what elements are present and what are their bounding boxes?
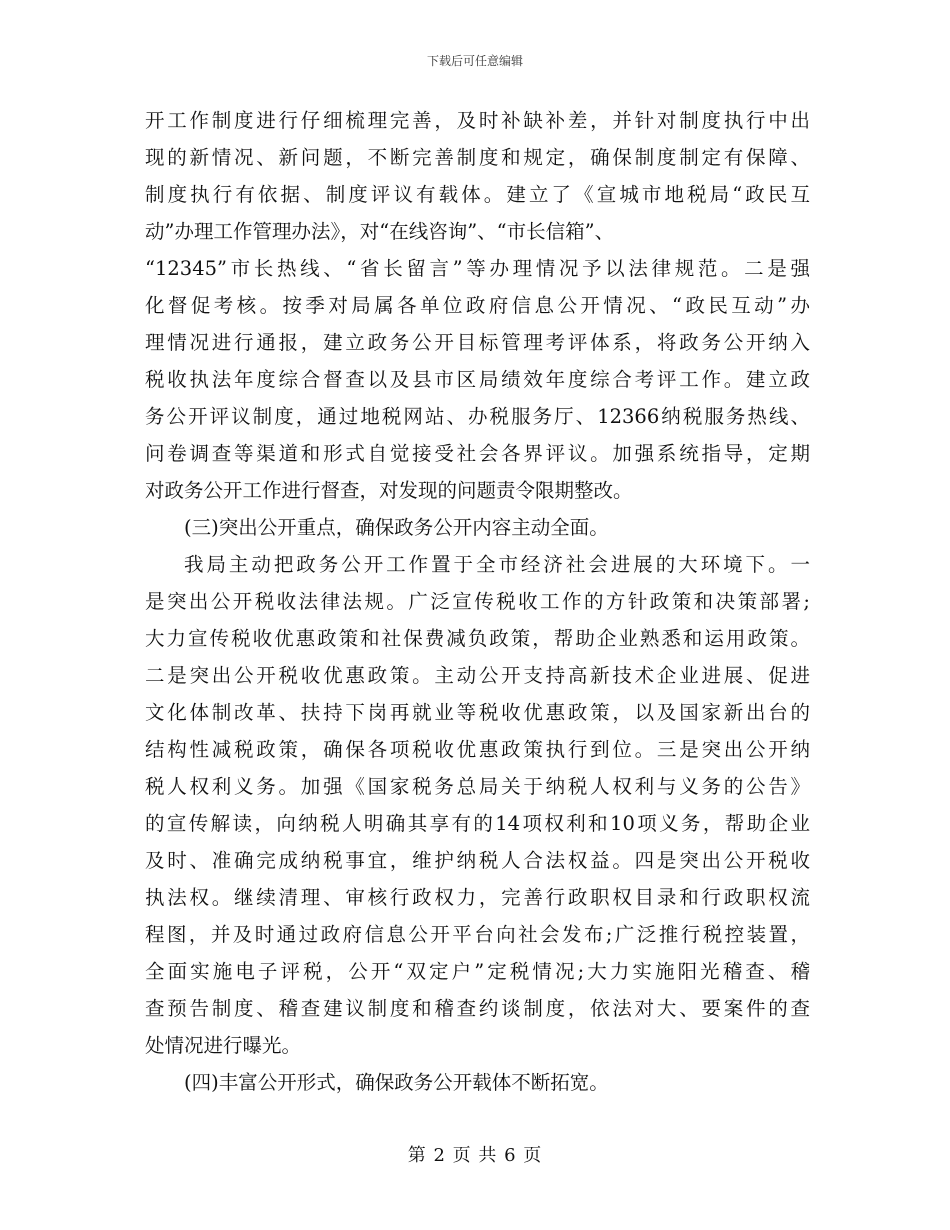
body-line: 理情况进行通报，建立政务公开目标管理考评体系，将政务公开纳入 (145, 331, 810, 354)
body-line: 大力宣传税收优惠政策和社保费减负政策，帮助企业熟悉和运用政策。 (145, 627, 810, 650)
body-line: 问卷调查等渠道和形式自觉接受社会各界评议。加强系统指导，定期 (145, 442, 810, 465)
body-line: 文化体制改革、扶持下岗再就业等税收优惠政策，以及国家新出台的 (145, 701, 810, 724)
body-line: 查预告制度、稽查建议制度和稽查约谈制度，依法对大、要案件的查 (145, 997, 810, 1020)
body-line: 我局主动把政务公开工作置于全市经济社会进展的大环境下。一 (184, 553, 810, 576)
body-line: 结构性减税政策，确保各项税收优惠政策执行到位。三是突出公开纳 (145, 738, 810, 761)
body-line: 程图，并及时通过政府信息公开平台向社会发布;广泛推行税控装置， (145, 923, 810, 946)
body-line: “12345”市长热线、“省长留言”等办理情况予以法律规范。二是强 (145, 257, 810, 280)
body-line: 是突出公开税收法律法规。广泛宣传税收工作的方针政策和决策部署; (145, 590, 810, 613)
body-line: 执法权。继续清理、审核行政权力，完善行政职权目录和行政职权流 (145, 886, 810, 909)
body-line: 务公开评议制度，通过地税网站、办税服务厅、12366纳税服务热线、 (145, 405, 810, 428)
section-heading: (三)突出公开重点，确保政务公开内容主动全面。 (184, 516, 609, 539)
header-note: 下载后可任意编辑 (426, 54, 523, 68)
body-line: 的宣传解读，向纳税人明确其享有的14项权利和10项义务，帮助企业 (145, 812, 810, 835)
body-line: 对政务公开工作进行督查，对发现的问题责令限期整改。 (145, 479, 633, 502)
document-body (145, 102, 810, 1101)
body-line: 二是突出公开税收优惠政策。主动公开支持高新技术企业进展、促进 (145, 664, 810, 687)
body-line: 动”办理工作管理办法》，对“在线咨询”、“市长信箱”、 (145, 220, 615, 243)
body-line: 开工作制度进行仔细梳理完善，及时补缺补差，并针对制度执行中出 (145, 109, 810, 132)
body-line: 现的新情况、新问题，不断完善制度和规定，确保制度制定有保障、 (145, 146, 810, 169)
body-line: 及时、准确完成纳税事宜，维护纳税人合法权益。四是突出公开税收 (145, 849, 810, 872)
page-number-footer: 第 2 页 共 6 页 (407, 1145, 543, 1166)
body-line: 化督促考核。按季对局属各单位政府信息公开情况、“政民互动”办 (145, 294, 810, 317)
section-heading: (四)丰富公开形式，确保政务公开载体不断拓宽。 (184, 1071, 609, 1094)
body-line: 税人权利义务。加强《国家税务总局关于纳税人权利与义务的公告》 (145, 775, 810, 798)
body-line: 全面实施电子评税，公开“双定户”定税情况;大力实施阳光稽查、稽 (145, 960, 810, 983)
body-line: 税收执法年度综合督查以及县市区局绩效年度综合考评工作。建立政 (145, 368, 810, 391)
body-line: 制度执行有依据、制度评议有载体。建立了《宣城市地税局“政民互 (145, 183, 810, 206)
body-line: 处情况进行曝光。 (145, 1034, 302, 1057)
